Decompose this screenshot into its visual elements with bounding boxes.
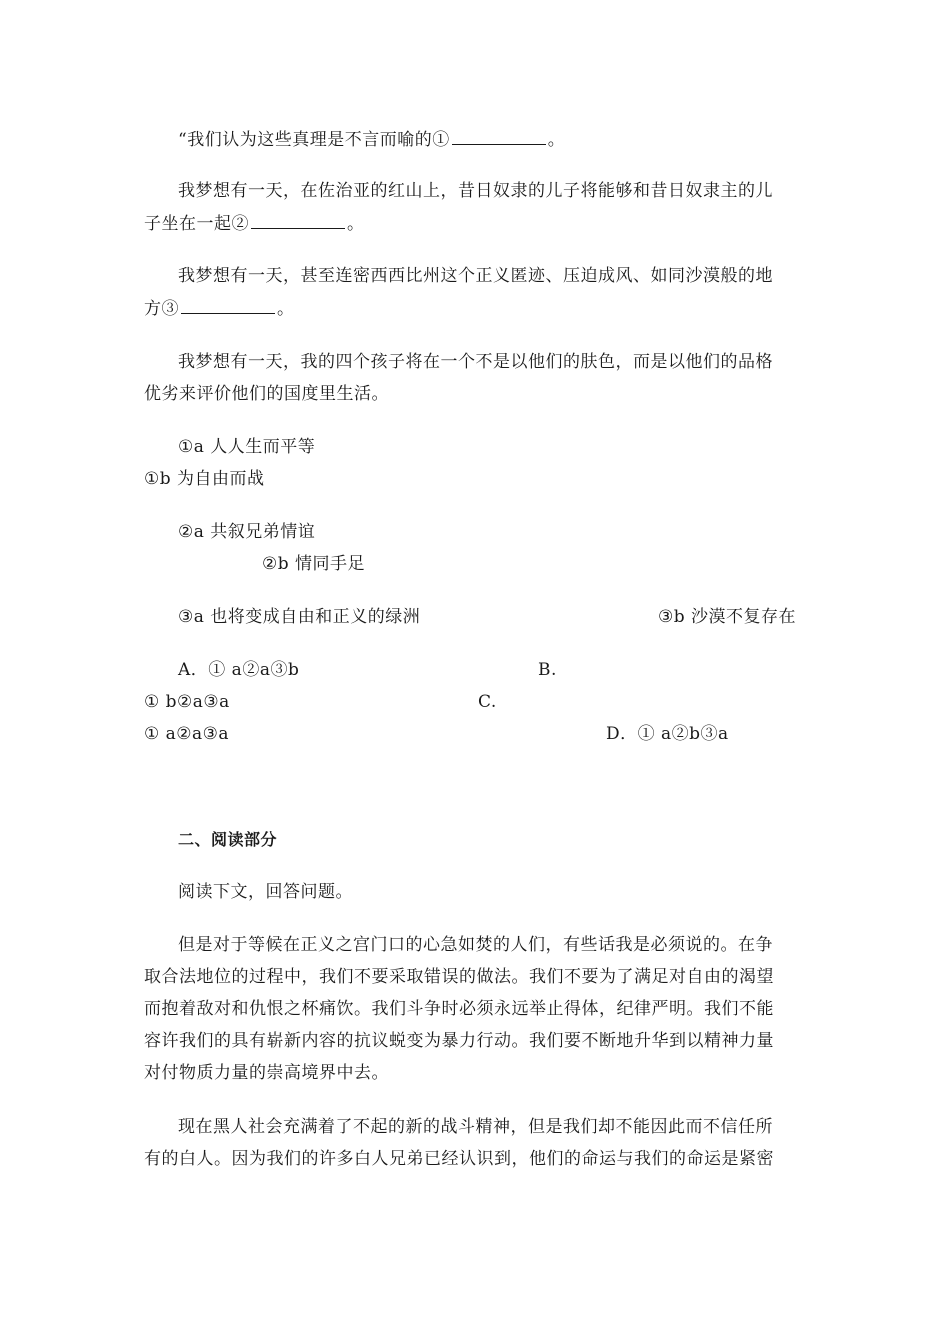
item-2b: ②b 情同手足 [262, 554, 366, 574]
reading-para1-line5: 对付物质力量的崇高境界中去。 [144, 1063, 389, 1083]
passage-line-2b [144, 212, 365, 235]
section-instruction: 阅读下文，回答问题。 [178, 882, 353, 902]
passage-line-1 [178, 128, 565, 151]
option-c-letter: C. [478, 692, 497, 712]
item-1a: ①a 人人生而平等 [178, 437, 316, 457]
passage-line-4a: 我梦想有一天，我的四个孩子将在一个不是以他们的肤色，而是以他们的品格 [178, 352, 773, 372]
punctuation: 。 [277, 299, 295, 319]
passage-text: 子坐在一起② [144, 214, 249, 234]
item-2a: ②a 共叙兄弟情谊 [178, 522, 316, 542]
reading-para1-line3: 而抱着敌对和仇恨之杯痛饮。我们斗争时必须永远举止得体，纪律严明。我们不能 [144, 999, 774, 1019]
passage-line-3a: 我梦想有一天，甚至连密西西比州这个正义匿迹、压迫成风、如同沙漠般的地 [178, 266, 773, 286]
option-a: A．① a②a③b [178, 660, 300, 680]
item-1b: ①b 为自由而战 [144, 469, 265, 489]
punctuation: 。 [547, 130, 566, 150]
punctuation: 。 [347, 214, 365, 234]
option-d: D．① a②b③a [606, 724, 729, 744]
passage-line-3b [144, 297, 295, 320]
blank-2 [251, 212, 345, 229]
reading-para2-line2: 有的白人。因为我们的许多白人兄弟已经认识到，他们的命运与我们的命运是紧密 [144, 1149, 774, 1169]
reading-para1-line4: 容许我们的具有崭新内容的抗议蜕变为暴力行动。我们要不断地升华到以精神力量 [144, 1031, 774, 1051]
blank-3 [181, 297, 275, 314]
passage-line-4b: 优劣来评价他们的国度里生活。 [144, 384, 389, 404]
reading-para1-line1: 但是对于等候在正义之宫门口的心急如焚的人们，有些话我是必须说的。在争 [178, 935, 773, 955]
passage-line-2a: 我梦想有一天，在佐治亚的红山上，昔日奴隶的儿子将能够和昔日奴隶主的儿 [178, 181, 773, 201]
reading-para2-line1: 现在黑人社会充满着了不起的新的战斗精神，但是我们却不能因此而不信任所 [178, 1117, 773, 1137]
passage-text: 方③ [144, 299, 179, 319]
reading-para1-line2: 取合法地位的过程中，我们不要采取错误的做法。我们不要为了满足对自由的渴望 [144, 967, 774, 987]
passage-text: “我们认为这些真理是不言而喻的① [178, 130, 450, 150]
option-b-letter: B. [538, 660, 557, 680]
option-c-value: ① a②a③a [144, 724, 230, 744]
option-b-value: ① b②a③a [144, 692, 230, 712]
item-3b: ③b 沙漠不复存在 [658, 607, 797, 627]
item-3a: ③a 也将变成自由和正义的绿洲 [178, 607, 421, 627]
section-heading: 二、阅读部分 [178, 830, 278, 849]
blank-1 [452, 128, 546, 145]
